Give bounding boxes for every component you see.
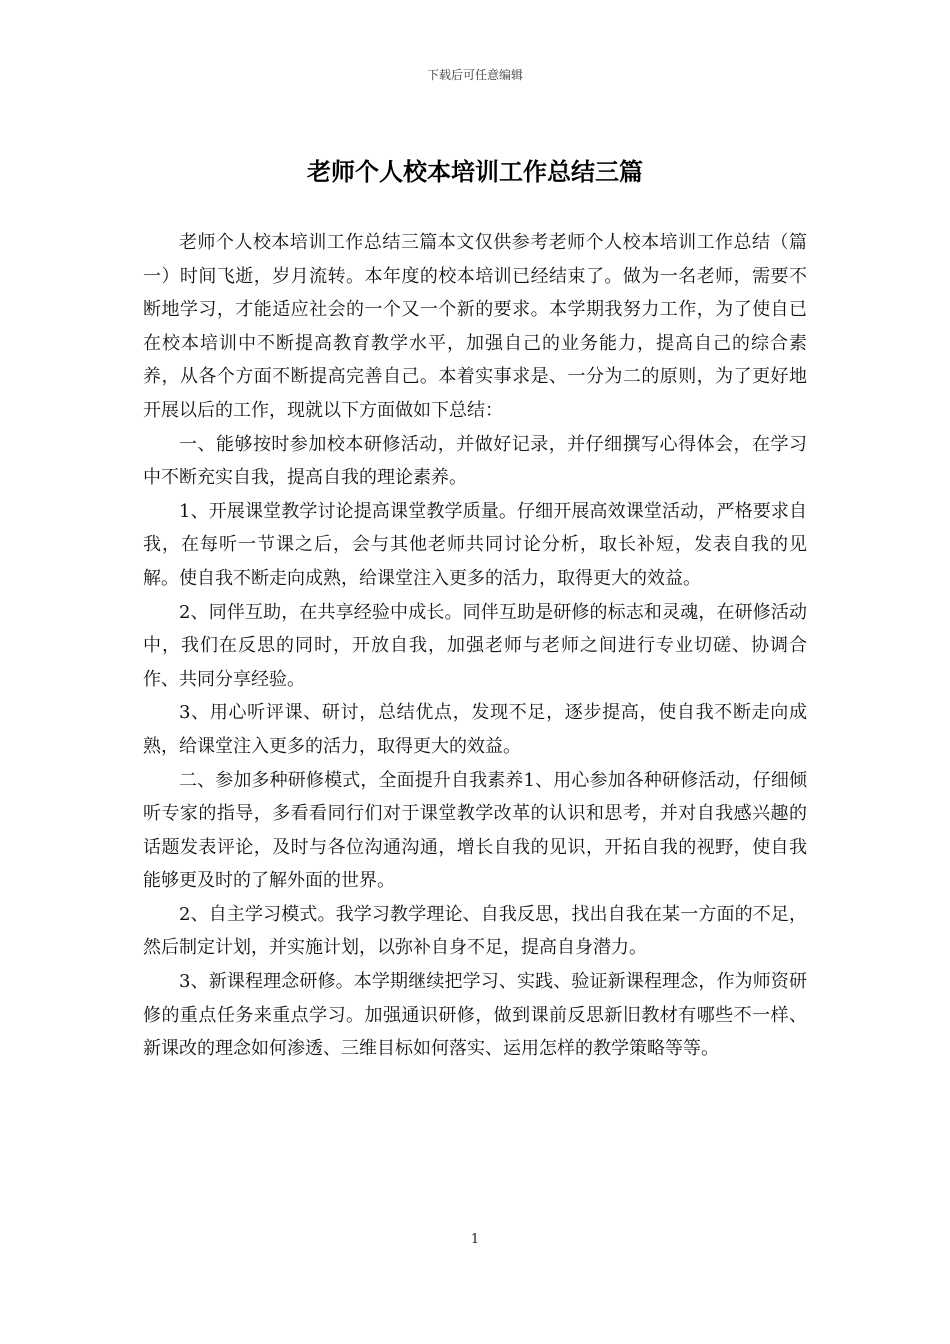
paragraph-item-2-peer: 2、同伴互助，在共享经验中成长。同伴互助是研修的标志和灵魂，在研修活动中，我们在反思的同时，开放自我，加强老师与老师之间进行专业切磋、协调合作、共同分享经验。	[143, 601, 807, 690]
paragraph-item-3-curriculum: 3、新课程理念研修。本学期继续把学习、实践、验证新课程理念，作为师资研修的重点任务来重点学习。加强通识研修，做到课前反思新旧教材有哪些不一样、新课改的理念如何渗透、三维目标如何落实、运用怎样的教学策略等等。	[143, 971, 807, 1060]
paragraph-item-3-evaluation: 3、用心听评课、研讨，总结优点，发现不足，逐步提高，使自我不断走向成熟，给课堂注入更多的活力，取得更大的效益。	[143, 702, 807, 757]
page-number: 1	[470, 1232, 480, 1247]
document-title: 老师个人校本培训工作总结三篇	[307, 157, 643, 186]
paragraph-section-two: 二、参加多种研修模式，全面提升自我素养1、用心参加各种研修活动，仔细倾听专家的指导，多看看同行们对于课堂教学改革的认识和思考，并对自我感兴趣的话题发表评论，及时与各位沟通沟通，增长自我的见识，开拓自我的视野，使自我能够更及时的了解外面的世界。	[143, 769, 807, 892]
paragraph-intro: 老师个人校本培训工作总结三篇本文仅供参考老师个人校本培训工作总结（篇一）时间飞逝，岁月流转。本年度的校本培训已经结束了。做为一名老师，需要不断地学习，才能适应社会的一个又一个新的要求。本学期我努力工作，为了使自已在校本培训中不断提高教育教学水平，加强自己的业务能力，提高自己的综合素养，从各个方面不断提高完善自己。本着实事求是、一分为二的原则，为了更好地开展以后的工作，现就以下方面做如下总结：	[143, 232, 807, 421]
paragraph-section-one: 一、能够按时参加校本研修活动，并做好记录，并仔细撰写心得体会，在学习中不断充实自我，提高自我的理论素养。	[143, 433, 807, 489]
document-body	[143, 226, 807, 1066]
paragraph-item-1-classroom: 1、开展课堂教学讨论提高课堂教学质量。仔细开展高效课堂活动，严格要求自我，在每听一节课之后，会与其他老师共同讨论分析，取长补短，发表自我的见解。使自我不断走向成熟，给课堂注入更多的活力，取得更大的效益。	[143, 500, 807, 589]
paragraph-item-2-self-study: 2、自主学习模式。我学习教学理论、自我反思，找出自我在某一方面的不足，然后制定计划，并实施计划，以弥补自身不足，提高自身潜力。	[143, 903, 807, 959]
header-note: 下载后可任意编辑	[426, 68, 523, 82]
